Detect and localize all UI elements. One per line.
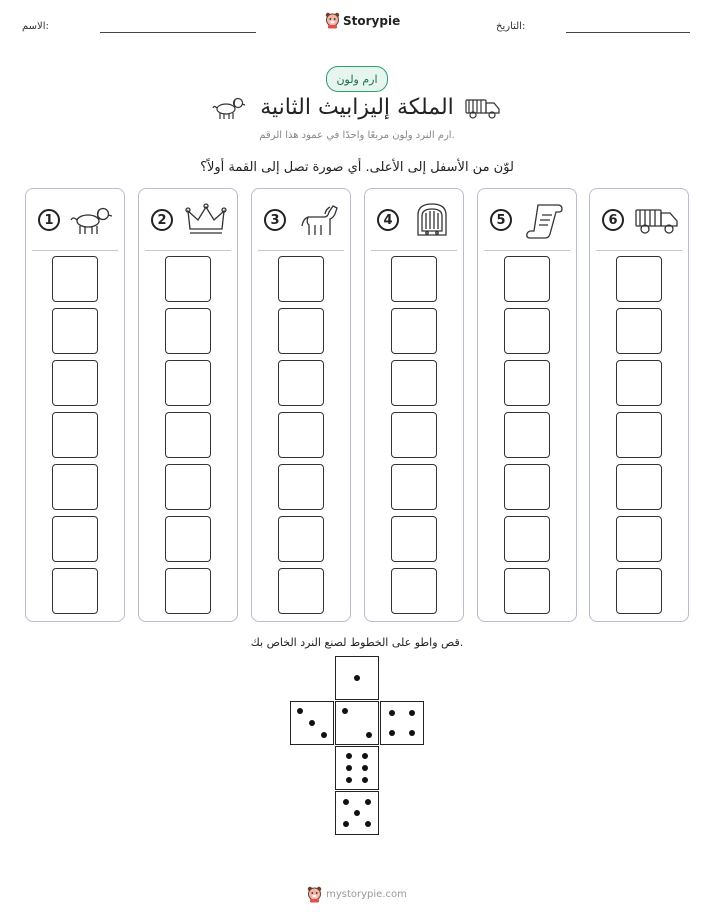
dice-pip — [362, 765, 368, 771]
column-divider — [258, 250, 344, 251]
color-square[interactable] — [616, 308, 662, 354]
color-square[interactable] — [278, 412, 324, 458]
brand-logo — [325, 12, 400, 29]
color-square[interactable] — [165, 256, 211, 302]
footer — [0, 886, 714, 903]
color-square[interactable] — [278, 308, 324, 354]
column-divider — [145, 250, 231, 251]
color-square[interactable] — [616, 256, 662, 302]
dice-pip — [362, 777, 368, 783]
color-square[interactable] — [52, 412, 98, 458]
bear-mascot-icon — [325, 12, 340, 29]
dice-pip — [389, 730, 395, 736]
column-6 — [589, 188, 689, 622]
dice-pip — [409, 730, 415, 736]
dice-pip — [346, 765, 352, 771]
dice-pip — [409, 710, 415, 716]
column-number: 1 — [38, 209, 60, 231]
dice-pip — [362, 753, 368, 759]
name-label: الاسم: — [22, 21, 49, 32]
color-square[interactable] — [278, 256, 324, 302]
scroll-icon — [522, 201, 568, 239]
color-square[interactable] — [165, 360, 211, 406]
color-square[interactable] — [391, 568, 437, 614]
color-square[interactable] — [504, 516, 550, 562]
color-square[interactable] — [278, 516, 324, 562]
dog-icon — [70, 201, 116, 239]
column-2 — [138, 188, 238, 622]
color-square[interactable] — [391, 308, 437, 354]
color-square[interactable] — [165, 568, 211, 614]
color-square[interactable] — [52, 308, 98, 354]
color-square[interactable] — [391, 412, 437, 458]
radio-icon — [409, 201, 455, 239]
column-3 — [251, 188, 351, 622]
dice-pip — [346, 753, 352, 759]
column-5 — [477, 188, 577, 622]
dice-face-4 — [380, 701, 424, 745]
dice-pip — [354, 675, 360, 681]
color-square[interactable] — [165, 464, 211, 510]
color-square[interactable] — [165, 516, 211, 562]
color-square[interactable] — [504, 256, 550, 302]
column-number: 3 — [264, 209, 286, 231]
page-title: الملكة إليزابيث الثانية — [260, 95, 454, 120]
dice-pip — [343, 821, 349, 827]
color-square[interactable] — [165, 412, 211, 458]
column-1 — [25, 188, 125, 622]
color-square[interactable] — [616, 568, 662, 614]
column-divider — [32, 250, 118, 251]
color-square[interactable] — [278, 568, 324, 614]
horse-icon — [296, 201, 342, 239]
crown-icon — [183, 201, 229, 239]
dice-pip — [346, 777, 352, 783]
color-square[interactable] — [616, 464, 662, 510]
column-number: 5 — [490, 209, 512, 231]
column-divider — [484, 250, 570, 251]
subtitle: ارم النرد ولون مربعًا واحدًا في عمود هذا الرقم. — [259, 130, 455, 141]
date-label: التاريخ: — [496, 21, 526, 32]
dice-pip — [309, 720, 315, 726]
column-4 — [364, 188, 464, 622]
color-square[interactable] — [278, 464, 324, 510]
brand-name: Storypie — [343, 13, 401, 28]
color-square[interactable] — [391, 360, 437, 406]
name-line[interactable] — [100, 32, 256, 33]
dice-pip — [389, 710, 395, 716]
dice-net — [290, 656, 426, 836]
column-number: 4 — [377, 209, 399, 231]
color-square[interactable] — [52, 360, 98, 406]
column-divider — [596, 250, 682, 251]
color-square[interactable] — [52, 464, 98, 510]
cut-instruction: قص واطو على الخطوط لصنع النرد الخاص بك. — [250, 636, 464, 649]
coloring-instruction: لوّن من الأسفل إلى الأعلى. أي صورة تصل إلى القمة أولاً؟ — [200, 160, 514, 175]
color-square[interactable] — [504, 568, 550, 614]
color-square[interactable] — [616, 412, 662, 458]
dice-pip — [297, 708, 303, 714]
color-square[interactable] — [391, 256, 437, 302]
column-divider — [371, 250, 457, 251]
truck-icon — [464, 94, 502, 126]
date-line[interactable] — [566, 32, 690, 33]
dice-face-6 — [335, 746, 379, 790]
color-square[interactable] — [391, 516, 437, 562]
dice-pip — [354, 810, 360, 816]
dice-pip — [321, 732, 327, 738]
dice-pip — [365, 821, 371, 827]
color-square[interactable] — [504, 308, 550, 354]
color-square[interactable] — [278, 360, 324, 406]
color-square[interactable] — [616, 516, 662, 562]
color-square[interactable] — [616, 360, 662, 406]
color-square[interactable] — [504, 360, 550, 406]
dice-pip — [342, 708, 348, 714]
color-square[interactable] — [52, 516, 98, 562]
activity-badge: ارم ولون — [326, 66, 388, 92]
color-square[interactable] — [165, 308, 211, 354]
color-square[interactable] — [504, 412, 550, 458]
color-square[interactable] — [391, 464, 437, 510]
color-square[interactable] — [504, 464, 550, 510]
footer-url[interactable]: mystorypie.com — [326, 889, 407, 900]
column-number: 6 — [602, 209, 624, 231]
column-number: 2 — [151, 209, 173, 231]
color-square[interactable] — [52, 568, 98, 614]
dice-face-2 — [335, 701, 379, 745]
color-square[interactable] — [52, 256, 98, 302]
bear-mascot-icon — [307, 886, 322, 903]
truck-icon — [634, 201, 680, 239]
dice-pip — [343, 799, 349, 805]
dice-face-3 — [290, 701, 334, 745]
dice-face-5 — [335, 791, 379, 835]
dice-pip — [366, 732, 372, 738]
dice-pip — [365, 799, 371, 805]
dice-face-1 — [335, 656, 379, 700]
